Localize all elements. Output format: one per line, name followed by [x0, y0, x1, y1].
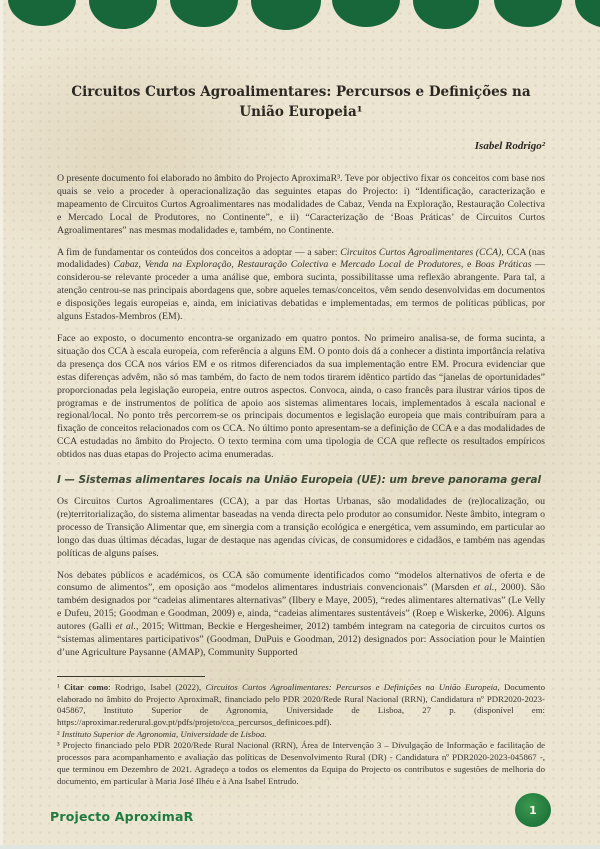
footnote-1: ¹ Citar como: Rodrigo, Isabel (2022), Circuitos Curtos Agroalimentares: Percursos e Definições na União Europeia, Documento elaborado no âmbito do Projecto AproximaR, financiado pelo PDR 2020/Rede Rural Nacional (RRN), Candidatura nº PDR2020-2023-045867, Instituto Superior de Agronomia, Universidade de Lisboa, 27 p. (disponível em: https://aproximar.rederural.gov.pt/pdfs/projeto/cca_percursos_definicoes.pdf). [57, 681, 545, 728]
body-paragraph-5: Nos debates públicos e académicos, os CCA são comumente identificados como “modelos alternativos de oferta e de consumo de alimentos”, em oposição aos “modelos alimentares industriais convencionais” (Marsden et al., 2000). São também designados por “cadeias alimentares alternativas” (Ilbery e Maye, 2005), “redes alimentares alternativas” (Le Velly e Dufeu, 2015; Goodman e Goodman, 2009) e, ainda, “cadeias alimentares sustentáveis” (Roep e Wiskerke, 2006). Alguns autores (Galli et al., 2015; Wittman, Beckie e Hergesheimer, 2012) também integram na categoria de circuitos curtos os “sistemas alimentares participativos” (Goodman, DuPuis e Goodman, 2012) designados por: Association pour le Maintien d’une Agriculture Paysanne (AMAP), Community Supported [57, 569, 545, 658]
page-left-edge [0, 0, 3, 849]
footnote-separator [57, 676, 205, 677]
project-brand: Projecto AproximaR [50, 809, 194, 824]
author-name: Isabel Rodrigo² [474, 140, 545, 152]
body-paragraph-3: Face ao exposto, o documento encontra-se organizado em quatro pontos. No primeiro analisa-se, de forma sucinta, a situação dos CCA à escala europeia, com referência a alguns EM. O ponto dois dá a conhecer a distinta importância relativa da presença dos CCA nos vários EM e os ritmos diferenciados da sua implementação entre EM. Procura evidenciar que estas diferenças advêm, não só mas também, do facto de nem todos tirarem idêntico partido das “janelas de oportunidades” proporcionadas pela legislação europeia, entre outros aspectos. Convoca, ainda, o caso francês para ilustrar vários tipos de programas e de instrumentos de política de apoio aos sistemas alimentares locais, implementados à escala nacional e regional/local. No ponto três percorrem-se os principais documentos e legislação europeia que mais contribuíram para a fixação de conceitos relacionados com os CCA. No último ponto apresentam-se a definição de CCA e a das modalidades de CCA estudadas no âmbito do Projecto. O texto termina com uma tipologia de CCA que reflecte os resultados empíricos obtidos nas duas etapas do Projecto acima enumeradas. [57, 332, 545, 461]
page-bottom-edge [0, 845, 600, 849]
section-heading: I — Sistemas alimentares locais na União Europeia (UE): um breve panorama geral [57, 474, 542, 487]
footnote-3: ³ Projecto financiado pelo PDR 2020/Rede Rural Nacional (RRN), Área de Intervenção 3 – Divulgação de Informação e facilitação de processos para acompanhamento e avaliação das políticas de Desenvolvimento Rural (DR) - Candidatura nº PDR2020-2023-045867 -, que terminou em Dezembro de 2021. Agradeço a todos os elementos da Equipa do Projecto os contributos e sugestões de melhoria do documento, em particular à Maria José Ilhéu e à Ana Isabel Entrudo. [57, 740, 545, 786]
document-body [57, 0, 545, 787]
body-paragraph-4: Os Circuitos Curtos Agroalimentares (CCA), a par das Hortas Urbanas, são modalidades de (re)localização, ou (re)territorialização, do sistema alimentar baseadas na venda directa pelo produtor ao consumidor. Neste âmbito, integram o processo de Transição Alimentar que, em sinergia com a transição ecológica e energética, vem assumindo, em particular ao longo das duas últimas décadas, lugar de destaque nas agendas cívicas, de consumidores e cidadãos, e também nas agendas políticas de alguns países. [57, 496, 545, 559]
document-title: Circuitos Curtos Agroalimentares: Percursos e Definições na União Europeia¹ [71, 84, 531, 120]
scallop-decoration [575, 0, 600, 28]
body-paragraph-1: O presente documento foi elaborado no âmbito do Projecto AproximaR³. Teve por objectivo fixar os conceitos com base nos quais se veio a proceder à operacionalização das seguintes etapas do Projecto: i) “Identificação, caracterização e mapeamento de Circuitos Curtos Agroalimentares nas modalidades de Cabaz, Venda na Exploração, Restauração Colectiva e Mercado Local de Produtores, no Continente”, e ii) “Caracterização de ‘Boas Práticas’ de Circuitos Curtos Agroalimentares” nas mesmas modalidades e, também, no Continente. [57, 173, 545, 236]
page-number-badge [515, 793, 551, 827]
footnote-2: ² Instituto Superior de Agronomia, Universidade de Lisboa. [57, 728, 267, 739]
page-number: 1 [529, 803, 537, 817]
body-paragraph-2: A fim de fundamentar os conteúdos dos conceitos a adoptar — a saber: Circuitos Curtos Agroalimentares (CCA), CCA (nas modalidades) Cabaz, Venda na Exploração, Restauração Colectiva e Mercado Local de Produtores, e Boas Práticas — considerou-se relevante proceder a uma análise que, embora sucinta, possibilitasse uma reflexão abrangente. Para tal, a atenção centrou-se nas principais abordagens que, sobre aqueles temas/conceitos, vêm sendo desenvolvidas em documentos e disposições legais europeias e, ainda, em iniciativas debatidas e implementadas, em termos de políticas públicas, por alguns Estados-Membros (EM). [57, 246, 545, 323]
